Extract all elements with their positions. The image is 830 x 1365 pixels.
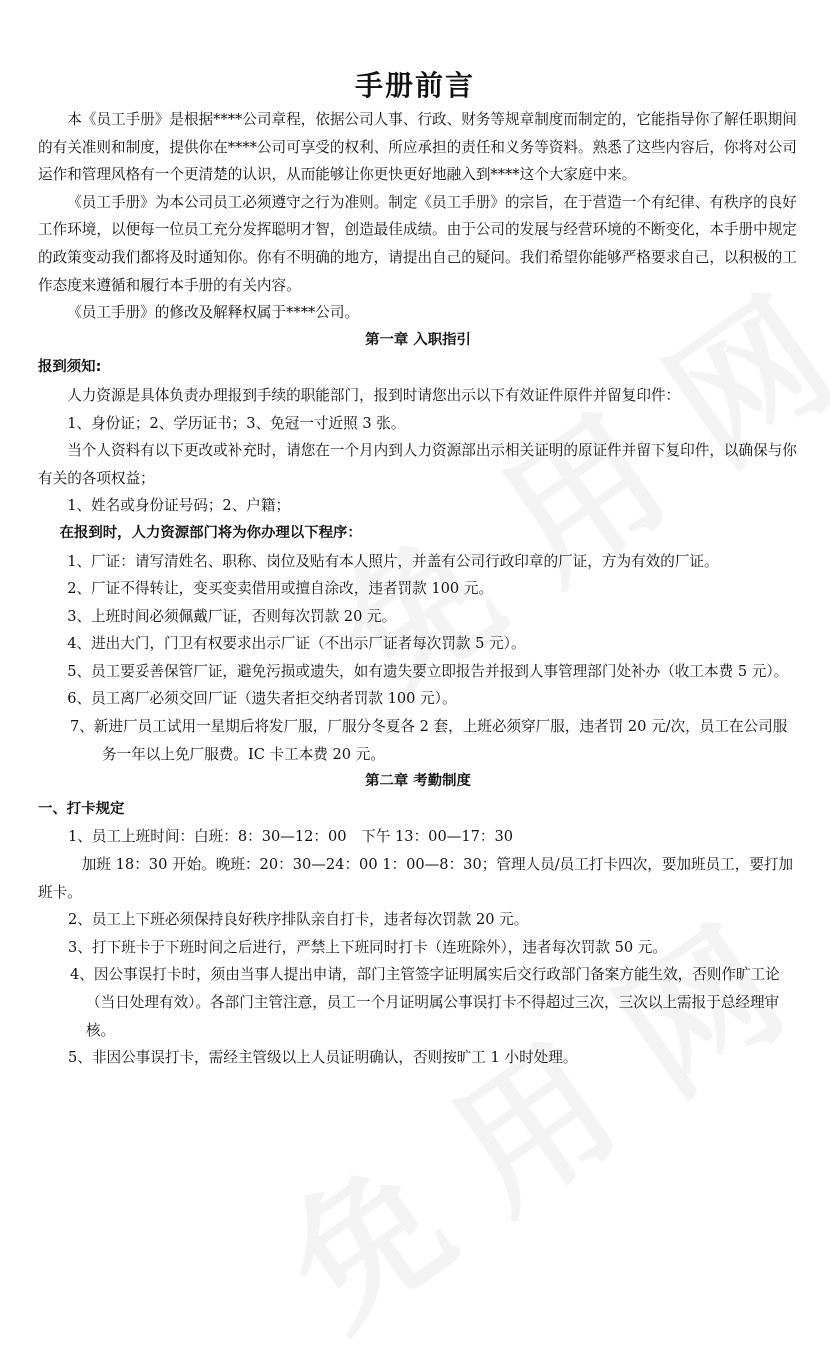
page-title: 手册前言 bbox=[354, 69, 475, 102]
paragraph: 人力资源是具体负责办理报到手续的职能部门，报到时请您出示以下有效证件原件并留复印件： bbox=[67, 386, 681, 404]
list-item: 6、员工离厂必须交回厂证（遗失者拒交纳者罚款 100 元）。 bbox=[67, 690, 457, 708]
list-item: 3、上班时间必须佩戴厂证，否则每次罚款 20 元。 bbox=[67, 607, 397, 625]
document-body bbox=[38, 106, 798, 1072]
list-item: 1、员工上班时间：白班：8：30—12：00 下午 13：00—17：30 bbox=[68, 828, 514, 846]
preface-paragraph: 《员工手册》为本公司员工必须遵守之行为准则。制定《员工手册》的宗旨，在于营造一个有纪律、有秩序的良好工作环境，以便每一位员工充分发挥聪明才智，创造最佳成绩。由于公司的发展与经营环境的不断变化，本手册中规定的政策变动我们都将及时通知你。你有不明确的地方，请提出自己的疑问。我们希望你能够严格要求自己，以积极的工作态度来遵循和履行本手册的有关内容。 bbox=[38, 193, 797, 294]
list-item: 5、非因公事误打卡，需经主管级以上人员证明确认，否则按旷工 1 小时处理。 bbox=[68, 1049, 578, 1067]
section-heading: 一、打卡规定 bbox=[38, 800, 125, 817]
preface-paragraph: 《员工手册》的修改及解释权属于****公司。 bbox=[67, 304, 360, 322]
list-item: 5、员工要妥善保管厂证，避免污损或遗失，如有遗失要立即报告并报到人事管理部门处补办（收工本费 5 元）。 bbox=[67, 662, 789, 680]
list-item: 1、厂证：请写清姓名、职称、岗位及贴有本人照片，并盖有公司行政印章的厂证，方为有效的厂证。 bbox=[67, 552, 719, 570]
list-item: 4、因公事误打卡时，须由当事人提出申请，部门主管签字证明属实后交行政部门备案方能生效，否则作旷工论（当日处理有效）。各部门主管注意，员工一个月证明属公事误打卡不得超过三次，三次以上需报于总经理审核。 bbox=[70, 966, 780, 1039]
preface-paragraph: 本《员工手册》是根据****公司章程，依据公司人事、行政、财务等规章制度而制定的，它能指导你了解任职期间的有关准则和制度，提供你在****公司可享受的权利、所应承担的责任和义务等资料。熟悉了这些内容后，你将对公司运作和管理风格有一个更清楚的认识，从而能够让你更快更好地融入到****这个大家庭中来。 bbox=[38, 111, 797, 184]
list-item: 加班 18：30 开始。晚班：20：30—24：00 1：00—8：30；管理人员/员工打卡四次，要加班员工，要打加班卡。 bbox=[38, 856, 794, 901]
paragraph: 当个人资料有以下更改或补充时，请您在一个月内到人力资源部出示相关证明的原证件并留下复印件，以确保与你有关的各项权益； bbox=[38, 442, 797, 487]
list-item: 7、新进厂员工试用一星期后将发厂服，厂服分冬夏各 2 套，上班必须穿厂服，违者罚 20 元/次，员工在公司服务一年以上免厂服费。IC 卡工本费 20 元。 bbox=[70, 718, 788, 763]
list-item: 4、进出大门，门卫有权要求出示厂证（不出示厂证者每次罚款 5 元）。 bbox=[67, 635, 526, 653]
chapter-title: 第二章 考勤制度 bbox=[365, 773, 471, 790]
list-item: 2、员工上下班必须保持良好秩序排队亲自打卡，违者每次罚款 20 元。 bbox=[68, 911, 529, 929]
sub-heading: 在报到时，人力资源部门将为你办理以下程序： bbox=[59, 524, 362, 541]
paragraph: 1、身份证；2、学历证书；3、免冠一寸近照 3 张。 bbox=[67, 414, 406, 432]
chapter-title: 第一章 入职指引 bbox=[365, 331, 471, 348]
list-item: 2、厂证不得转让，变买变卖借用或擅自涂改，违者罚款 100 元。 bbox=[67, 580, 494, 598]
paragraph: 1、姓名或身份证号码；2、户籍； bbox=[67, 497, 291, 515]
list-item: 3、打下班卡于下班时间之后进行，严禁上下班同时打卡（连班除外），违者每次罚款 50 元。 bbox=[68, 938, 667, 956]
section-heading: 报到须知: bbox=[38, 359, 102, 376]
